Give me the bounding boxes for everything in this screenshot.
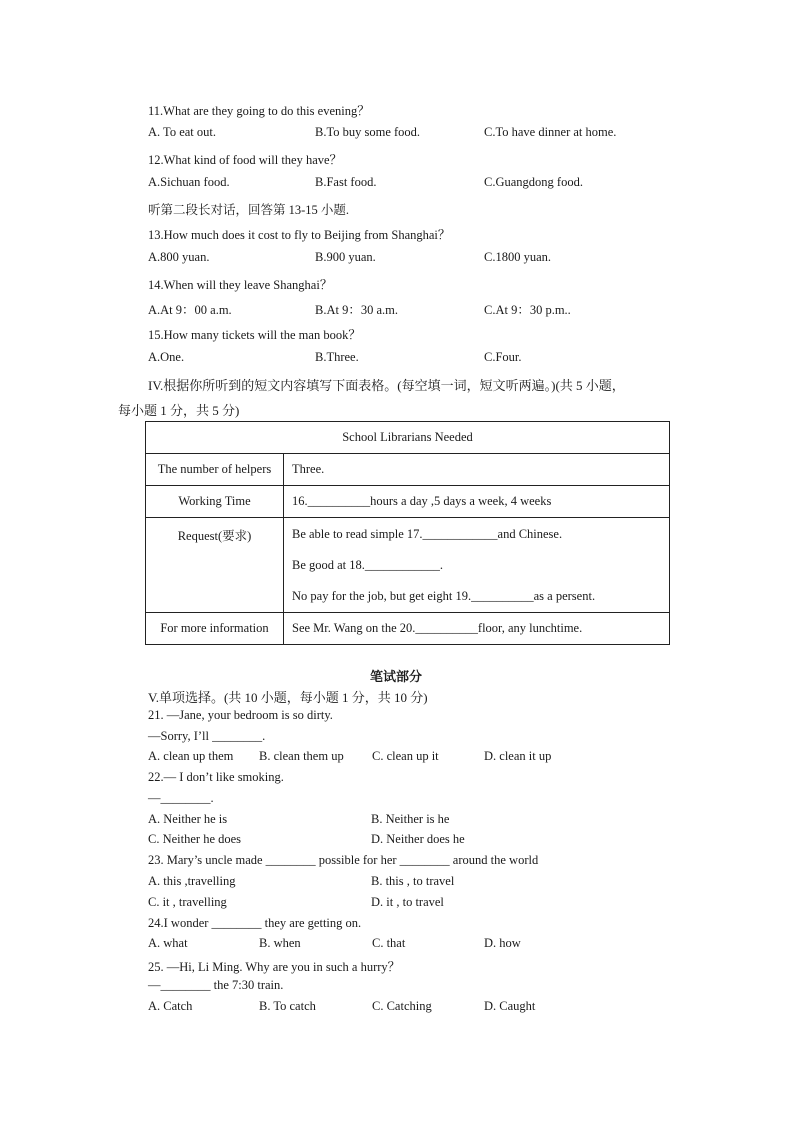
question-25: 25. —Hi, Li Ming. Why are you in such a hurry？ <box>148 960 401 974</box>
request-line-3: No pay for the job, but get eight 19.__________as a persent. <box>292 588 596 603</box>
section-4-instructions: IV.根据你所听到的短文内容填写下面表格。(每空填一词，短文听两遍。)(共 5 小题， <box>148 378 625 393</box>
section-2-intro: 听第二段长对话，回答第 13-15 小题. <box>148 203 350 217</box>
option-c: C.To have dinner at home. <box>484 125 617 139</box>
table-title: School Librarians Needed <box>146 422 670 454</box>
option-c: C. clean up it <box>372 749 439 763</box>
librarian-table <box>145 421 670 645</box>
option-d: D. it , to travel <box>371 895 444 909</box>
table-title-row <box>146 422 670 454</box>
section-4-instructions-cont: 每小题 1 分，共 5 分) <box>118 403 240 418</box>
option-d: D. how <box>484 936 521 950</box>
option-a: A. clean up them <box>148 749 234 763</box>
option-b: B.At 9：30 a.m. <box>315 303 398 317</box>
question-21-reply: —Sorry, I’ll ________. <box>148 729 266 743</box>
option-d: D. clean it up <box>484 749 552 763</box>
request-line-1: Be able to read simple 17.____________and Chinese. <box>292 526 563 541</box>
row-label: Working Time <box>146 486 284 518</box>
row-label: For more information <box>146 613 284 645</box>
question-25-reply: —________ the 7:30 train. <box>148 978 284 992</box>
option-a: A.At 9：00 a.m. <box>148 303 232 317</box>
option-c: C.Guangdong food. <box>484 175 583 189</box>
option-c: C.At 9：30 p.m.. <box>484 303 571 317</box>
option-b: B. this , to travel <box>371 874 455 888</box>
row-value: See Mr. Wang on the 20.__________floor, any lunchtime. <box>284 613 670 645</box>
table-row <box>146 518 670 613</box>
question-22: 22.— I don’t like smoking. <box>148 770 284 784</box>
written-part-heading: 笔试部分 <box>370 669 423 684</box>
option-c: C. it , travelling <box>148 895 227 909</box>
option-c: C. Catching <box>372 999 432 1013</box>
option-c: C.1800 yuan. <box>484 250 552 264</box>
option-d: D. Caught <box>484 999 536 1013</box>
row-label: The number of helpers <box>146 454 284 486</box>
option-d: D. Neither does he <box>371 832 465 846</box>
option-b: B. To catch <box>259 999 316 1013</box>
option-a: A. this ,travelling <box>148 874 236 888</box>
option-a: A.One. <box>148 350 185 364</box>
option-b: B.900 yuan. <box>315 250 376 264</box>
option-a: A.800 yuan. <box>148 250 210 264</box>
option-a: A. Neither he is <box>148 812 228 826</box>
option-c: C. Neither he does <box>148 832 242 846</box>
option-b: B. Neither is he <box>371 812 450 826</box>
row-label: Request(要求) <box>146 518 284 613</box>
option-c: C. that <box>372 936 406 950</box>
question-23: 23. Mary’s uncle made ________ possible for her ________ around the world <box>148 853 539 867</box>
question-15: 15.How many tickets will the man book？ <box>148 328 361 342</box>
question-14: 14.When will they leave Shanghai？ <box>148 278 333 292</box>
option-a: A. what <box>148 936 188 950</box>
question-12: 12.What kind of food will they have？ <box>148 153 343 167</box>
option-c: C.Four. <box>484 350 522 364</box>
option-a: A. To eat out. <box>148 125 216 139</box>
table-row <box>146 613 670 645</box>
row-value <box>284 518 670 613</box>
table-row <box>146 486 670 518</box>
option-b: B. clean them up <box>259 749 344 763</box>
row-value: Three. <box>284 454 670 486</box>
option-b: B.Fast food. <box>315 175 377 189</box>
question-22-reply: —________. <box>148 791 214 805</box>
question-21: 21. —Jane, your bedroom is so dirty. <box>148 708 333 722</box>
option-b: B.Three. <box>315 350 359 364</box>
option-a: A.Sichuan food. <box>148 175 230 189</box>
question-13: 13.How much does it cost to fly to Beijing from Shanghai？ <box>148 228 451 242</box>
question-11: 11.What are they going to do this evening？ <box>148 104 370 118</box>
question-24: 24.I wonder ________ they are getting on. <box>148 916 362 930</box>
section-5-instructions: V.单项选择。(共 10 小题，每小题 1 分，共 10 分) <box>148 690 428 705</box>
row-value: 16.__________hours a day ,5 days a week, 4 weeks <box>284 486 670 518</box>
option-b: B. when <box>259 936 301 950</box>
table-row <box>146 454 670 486</box>
option-a: A. Catch <box>148 999 193 1013</box>
request-line-2: Be good at 18.____________. <box>292 557 444 572</box>
option-b: B.To buy some food. <box>315 125 421 139</box>
